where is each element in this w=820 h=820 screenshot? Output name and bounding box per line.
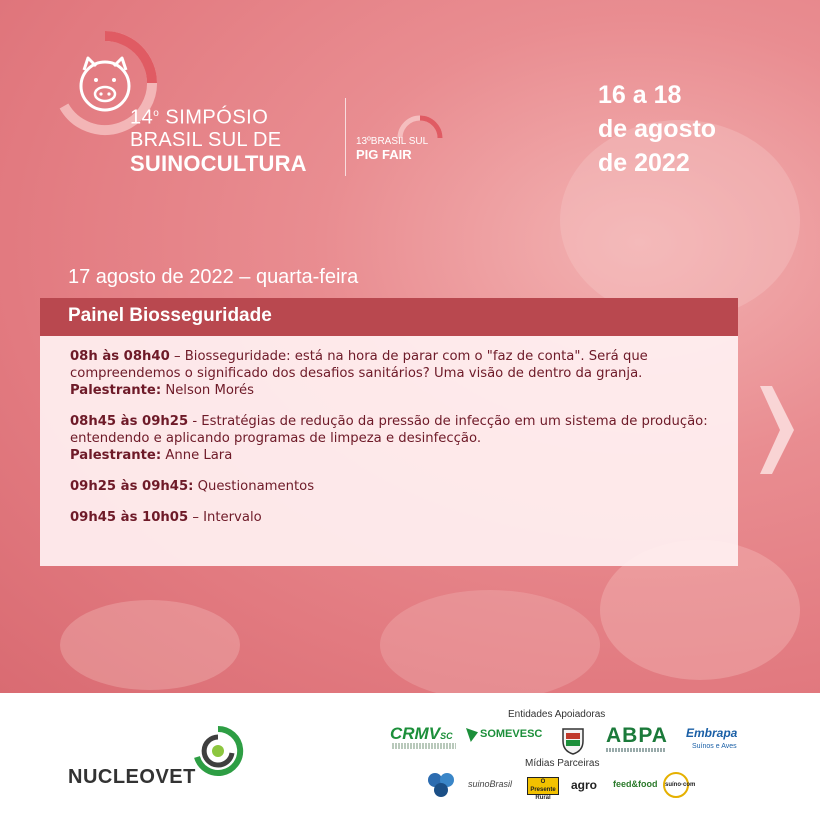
event-title-line1: 14$^o$ SIMPÓSIO	[130, 106, 269, 129]
item-text: – Biosseguridade: está na hora de parar com o "faz de conta". Será que compreendemos o significado dos desafios sanitários? Uma visão de dentro da granja.	[70, 349, 648, 381]
suino-com-logo: suíno·com	[663, 772, 689, 798]
pigfair-small-text: 13ºBRASIL SUL	[356, 136, 429, 147]
schedule-list	[40, 336, 738, 566]
pigfair-logo	[356, 136, 428, 162]
event-title-line3: SUINOCULTURA	[130, 150, 307, 176]
footer	[0, 693, 820, 820]
item-time: 09h45 às 10h05	[70, 510, 189, 525]
nucleovet-logo-icon	[190, 723, 246, 779]
event-dates	[598, 78, 716, 180]
midias-label: Mídias Parceiras	[525, 758, 600, 769]
feed-food-logo: feed&food	[613, 779, 658, 789]
item-text: – Intervalo	[188, 510, 262, 525]
suino-brasil-logo: suinoBrasil	[468, 779, 513, 789]
embrapa-subtitle: Suínos e Aves	[692, 743, 737, 750]
background-blob	[380, 590, 600, 693]
speaker-label: Palestrante:	[70, 383, 162, 398]
day-title: 17 agosto de 2022 – quarta-feira	[68, 266, 359, 288]
pigfair-big-text: PIG FAIR	[356, 147, 412, 162]
schedule-item	[70, 509, 708, 526]
chevron-right-icon[interactable]	[752, 380, 802, 480]
item-time: 08h às 08h40	[70, 349, 170, 364]
agro-logo: agro	[571, 778, 598, 792]
nucleovet-brand: NUCLEOVET	[68, 766, 196, 788]
schedule-item	[70, 348, 708, 399]
crmv-logo: CRMVSC	[390, 724, 453, 743]
abpa-logo: ABPA	[606, 724, 668, 747]
item-text: Questionamentos	[193, 479, 315, 494]
item-time: 09h25 às 09h45:	[70, 479, 194, 494]
dates-line3: de 2022	[598, 149, 690, 177]
item-text: - Estratégias de redução da pressão de infecção em um sistema de produção: entendendo e aplicando programas de limpeza e desinfecção.	[70, 414, 708, 446]
schedule-item	[70, 413, 708, 464]
somevesc-logo: SOMEVESC	[480, 728, 543, 740]
logo-divider	[345, 98, 346, 176]
embrapa-logo: Embrapa	[686, 726, 738, 740]
o-presente-rural-logo: O Presente Rural	[527, 777, 559, 795]
crmv-subtitle	[392, 743, 456, 749]
entidades-label: Entidades Apoiadoras	[508, 709, 606, 720]
speaker-label: Palestrante:	[70, 448, 162, 463]
panel-title: Painel Biosseguridade	[40, 298, 738, 336]
background-blob	[60, 600, 240, 690]
event-logo	[50, 28, 470, 188]
item-time: 08h45 às 09h25	[70, 414, 189, 429]
speaker-name: Anne Lara	[161, 448, 233, 463]
dates-line2: de agosto	[598, 115, 717, 143]
abpa-subtitle	[606, 748, 666, 752]
crest-icon	[560, 725, 586, 755]
schedule-item	[70, 478, 708, 495]
three-circles-logo-icon	[426, 770, 458, 798]
event-title	[130, 103, 307, 177]
event-title-line2: BRASIL SUL DE	[130, 128, 282, 151]
speaker-name: Nelson Morés	[161, 383, 255, 398]
dates-line1: 16 a 18	[598, 81, 682, 109]
